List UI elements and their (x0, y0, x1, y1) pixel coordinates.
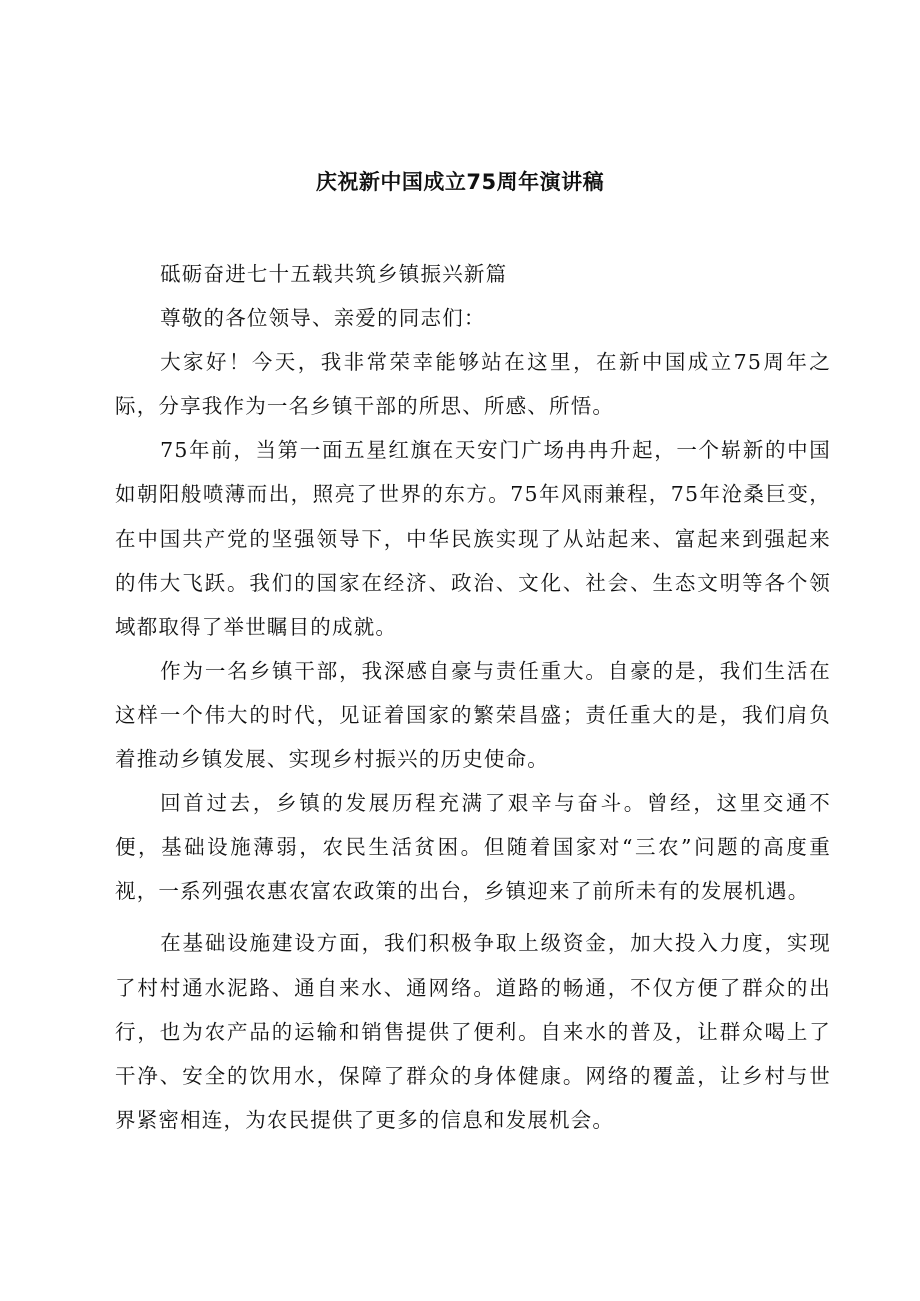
paragraph-responsibility: 作为一名乡镇干部，我深感自豪与责任重大。自豪的是，我们生活在这样一个伟大的时代，见证着国家的繁荣昌盛；责任重大的是，我们肩负着推动乡镇发展、实现乡村振兴的历史使命。 (115, 658, 831, 772)
salutation-line: 尊敬的各位领导、亲爱的同志们： (160, 306, 486, 331)
paragraph-history: 75年前，当第一面五星红旗在天安门广场冉冉升起，一个崭新的中国如朝阳般喷薄而出，照亮了世界的东方。75年风雨兼程，75年沧桑巨变，在中国共产党的坚强领导下，中华民族实现了从站起来、富起来到强起来的伟大飞跃。我们的国家在经济、政治、文化、社会、生态文明等各个领域都取得了举世瞩目的成就。 (115, 438, 831, 639)
paragraph-greeting: 大家好！今天，我非常荣幸能够站在这里，在新中国成立75周年之际，分享我作为一名乡镇干部的所思、所感、所悟。 (115, 350, 831, 419)
subtitle-line: 砥砺奋进七十五载共筑乡镇振兴新篇 (160, 262, 508, 286)
paragraph-past: 回首过去，乡镇的发展历程充满了艰辛与奋斗。曾经，这里交通不便，基础设施薄弱，农民生活贫困。但随着国家对“三农”问题的高度重视，一系列强农惠农富农政策的出台，乡镇迎来了前所未有的发展机遇。 (115, 791, 831, 904)
document-body (115, 252, 831, 1142)
paragraph-infrastructure: 在基础设施建设方面，我们积极争取上级资金，加大投入力度，实现了村村通水泥路、通自来水、通网络。道路的畅通，不仅方便了群众的出行，也为农产品的运输和销售提供了便利。自来水的普及，让群众喝上了干净、安全的饮用水，保障了群众的身体健康。网络的覆盖，让乡村与世界紧密相连，为农民提供了更多的信息和发展机会。 (115, 931, 831, 1132)
document-title: 庆祝新中国成立75周年演讲稿 (315, 170, 605, 194)
